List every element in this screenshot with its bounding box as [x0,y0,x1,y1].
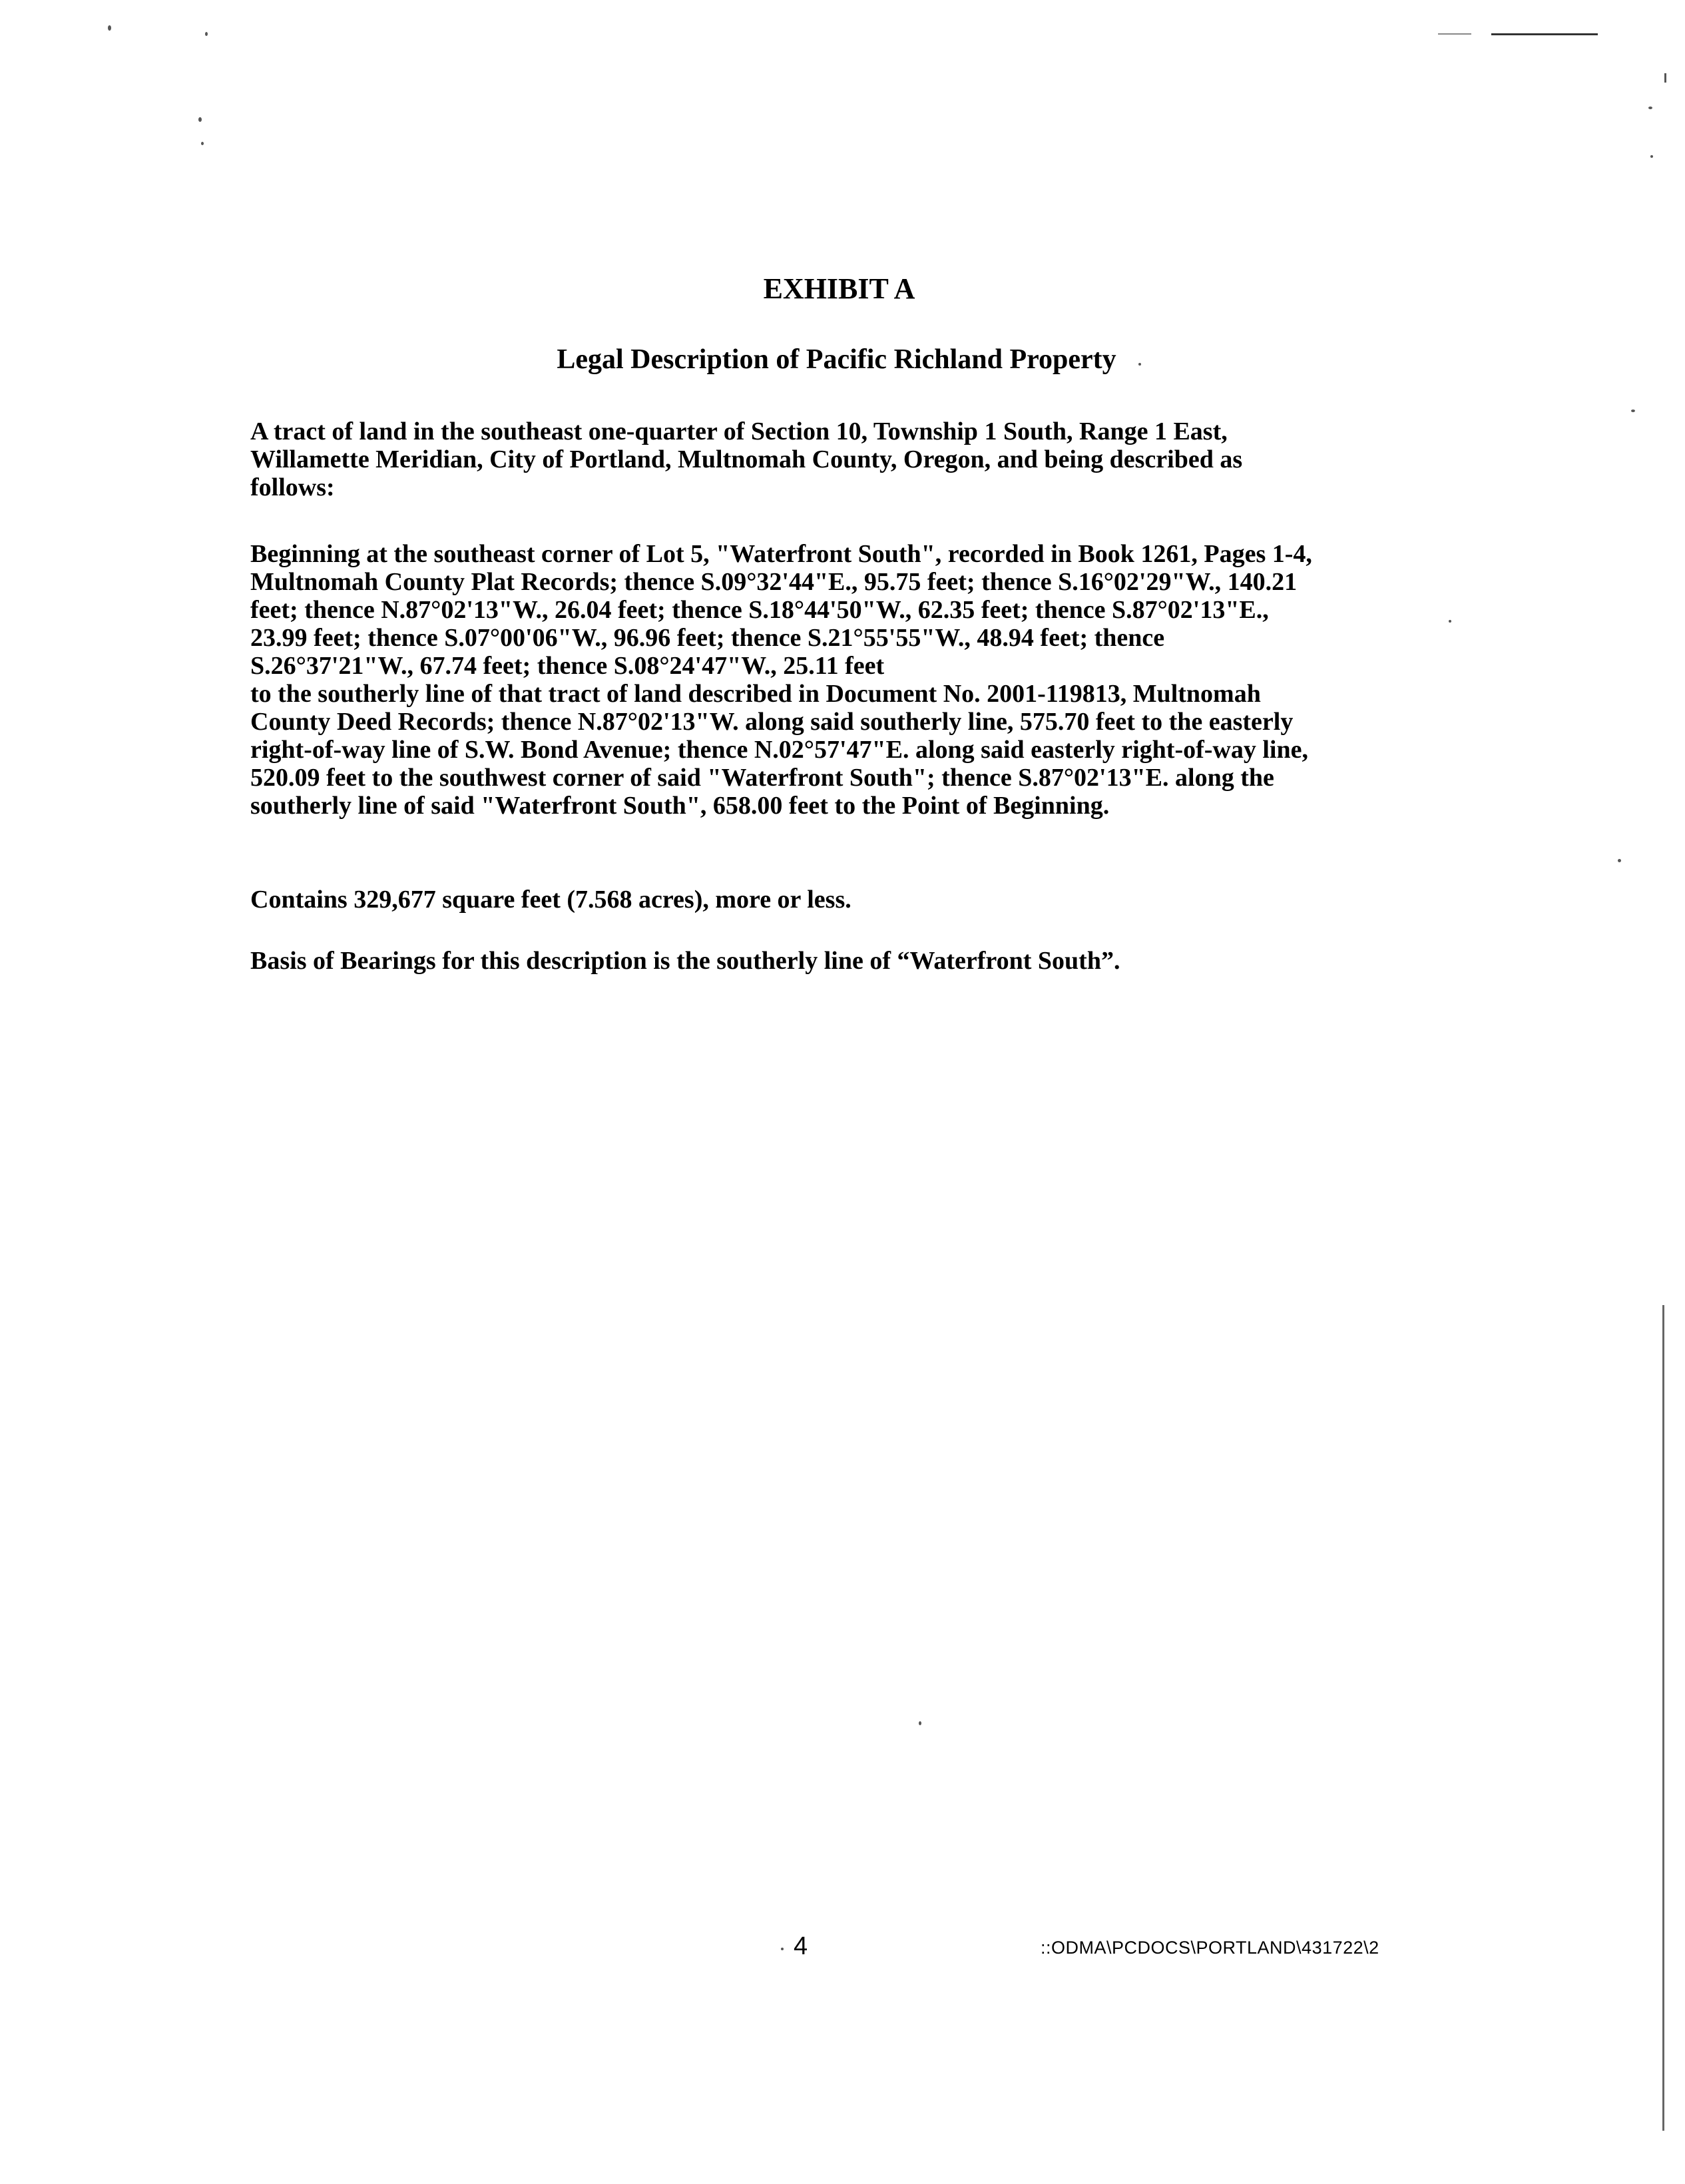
intro-line: follows: [250,473,335,501]
scan-speck [919,1721,921,1725]
scan-speck [1138,363,1141,366]
description-line: southerly line of said "Waterfront South", 658.00 feet to the Point of Beginning. [250,792,1110,820]
scan-speck [781,1948,784,1950]
intro-line: A tract of land in the southeast one-quarter of Section 10, Township 1 South, Range 1 East, [250,417,1228,445]
scan-speck [108,25,111,31]
document-subtitle: Legal Description of Pacific Richland Property [557,344,1116,375]
scan-edge-right [1662,1305,1664,2131]
intro-line: Willamette Meridian, City of Portland, Multnomah County, Oregon, and being described as [250,445,1243,473]
scan-speck [1618,859,1621,862]
scan-speck [198,117,202,122]
metes-and-bounds-paragraph [250,540,1395,820]
description-line: right-of-way line of S.W. Bond Avenue; thence N.02°57'47"E. along said easterly right-of-way line, [250,736,1308,764]
scan-mark-top-right [1491,33,1598,35]
scan-speck [1650,155,1653,158]
intro-paragraph [250,417,1395,501]
description-line: Beginning at the southeast corner of Lot 5, "Waterfront South", recorded in Book 1261, Pages 1-4, [250,540,1312,568]
description-line: 23.99 feet; thence S.07°00'06"W., 96.96 feet; thence S.21°55'55"W., 48.94 feet; thence [250,624,1165,652]
exhibit-title: EXHIBIT A [763,272,915,305]
description-line: S.26°37'21"W., 67.74 feet; thence S.08°24'47"W., 25.11 feet [250,652,885,680]
scan-speck [205,32,208,36]
description-line: 520.09 feet to the southwest corner of said "Waterfront South"; thence S.87°02'13"E. along the [250,764,1274,792]
area-paragraph [250,886,1395,914]
scan-speck [1449,620,1451,623]
area-statement: Contains 329,677 square feet (7.568 acres), more or less. [250,886,851,914]
description-line: feet; thence N.87°02'13"W., 26.04 feet; thence S.18°44'50"W., 62.35 feet; thence S.87°02'13"E., [250,596,1269,624]
basis-paragraph [250,947,1395,975]
basis-of-bearings-statement: Basis of Bearings for this description is the southerly line of “Waterfront South”. [250,947,1120,975]
scan-speck [1648,107,1652,109]
document-path: ::ODMA\PCDOCS\PORTLAND\431722\2 [1041,1938,1379,1958]
scan-speck [1631,410,1635,412]
scan-mark-top-right-small [1438,33,1471,35]
scan-speck [1664,73,1666,83]
page-number: 4 [794,1932,808,1960]
description-line: to the southerly line of that tract of land described in Document No. 2001-119813, Multnomah [250,680,1261,708]
description-line: Multnomah County Plat Records; thence S.09°32'44"E., 95.75 feet; thence S.16°02'29"W., 140.21 [250,568,1298,596]
scan-speck [201,142,204,145]
description-line: County Deed Records; thence N.87°02'13"W. along said southerly line, 575.70 feet to the easterly [250,708,1294,736]
